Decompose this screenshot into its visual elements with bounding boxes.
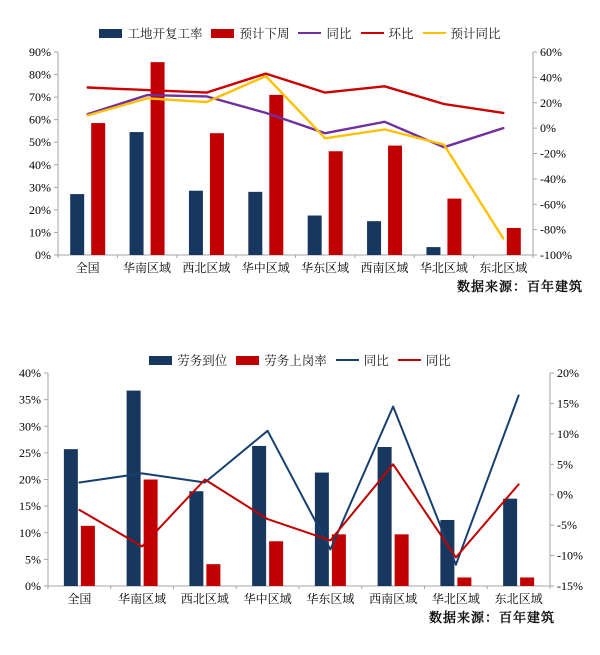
left-axis-tick-label: 30% (19, 419, 41, 434)
category-label: 东北区域 (479, 261, 528, 275)
right-axis-tick-label: 60% (540, 45, 562, 59)
left-axis-tick-label: 60% (29, 112, 51, 127)
bar-series-0 (64, 391, 517, 586)
category-label: 西南区域 (360, 261, 409, 275)
bar (70, 194, 84, 255)
right-axis-tick-label: 20% (557, 366, 579, 380)
left-axis-tick-label: 20% (29, 202, 51, 217)
right-axis-tick-label: 0% (557, 487, 573, 502)
left-axis-tick-label: 15% (19, 499, 41, 514)
bar (308, 216, 322, 255)
bar (210, 133, 224, 255)
legend-label: 同比 (326, 27, 352, 41)
bar (520, 577, 534, 586)
bar (315, 473, 329, 586)
left-axis-tick-label: 20% (19, 472, 41, 487)
legend-label: 劳务到位 (177, 354, 228, 368)
legend-label: 预计下周 (239, 27, 290, 41)
bar (130, 132, 144, 255)
legend-label: 工地开复工率 (127, 27, 203, 41)
right-axis-tick-label: 15% (557, 396, 579, 411)
legend-label: 劳务上岗率 (264, 354, 327, 368)
bar (248, 192, 262, 255)
left-axis-tick-label: 40% (19, 366, 41, 380)
right-axis-tick-label: -80% (540, 222, 566, 237)
right-axis-tick-label: 10% (557, 426, 579, 441)
right-axis-tick-label: -40% (540, 171, 566, 186)
left-axis-tick-label: 5% (25, 552, 41, 567)
legend-label: 同比 (363, 354, 389, 368)
right-axis-tick-label: -20% (540, 146, 566, 161)
category-label: 全国 (67, 592, 92, 606)
bar (503, 499, 517, 586)
legend-label: 环比 (388, 27, 414, 41)
category-label: 华中区域 (243, 592, 292, 606)
left-axis-tick-label: 35% (19, 392, 41, 407)
bar (189, 491, 203, 586)
bar (189, 191, 203, 255)
right-axis-tick-label: -100% (540, 248, 572, 262)
left-axis-tick-label: 0% (35, 248, 51, 262)
bar (329, 151, 343, 255)
left-axis-tick-label: 0% (25, 579, 41, 593)
bar (269, 541, 283, 586)
left-axis-tick-label: 50% (29, 135, 51, 150)
left-axis-tick-label: 40% (29, 157, 51, 172)
category-label: 华南区域 (123, 261, 172, 275)
category-label: 西北区域 (180, 592, 229, 606)
bar (91, 123, 105, 255)
bar (457, 577, 471, 586)
left-axis-tick-label: 70% (29, 90, 51, 105)
category-label: 华东区域 (301, 261, 350, 275)
axes (44, 373, 554, 589)
bar (81, 526, 95, 586)
left-axis-tick-label: 10% (19, 525, 41, 540)
bar (426, 247, 440, 255)
left-axis-tick-label: 10% (29, 225, 51, 240)
bar (447, 199, 461, 255)
legend-label: 预计同比 (450, 27, 501, 41)
right-axis-tick-label: -15% (557, 579, 583, 593)
right-axis-tick-label: -60% (540, 197, 566, 212)
bar (388, 146, 402, 255)
left-axis-tick-label: 25% (19, 445, 41, 460)
right-axis-tick-label: 20% (540, 95, 562, 110)
category-label: 华南区域 (118, 592, 167, 606)
left-axis-tick-label: 90% (29, 45, 51, 59)
category-label: 西南区域 (369, 592, 418, 606)
bar (507, 228, 521, 255)
right-axis-tick-label: 5% (557, 457, 573, 472)
top-chart-svg (0, 0, 600, 320)
category-label: 华中区域 (241, 261, 290, 275)
right-axis-tick-label: 0% (540, 121, 556, 136)
category-label: 东北区域 (494, 592, 543, 606)
category-label: 华东区域 (306, 592, 355, 606)
right-axis-tick-label: -5% (557, 518, 577, 533)
right-axis-tick-label: -10% (557, 548, 583, 563)
left-axis-tick-label: 30% (29, 180, 51, 195)
bar (64, 449, 78, 586)
bar-series-0 (70, 132, 440, 255)
bar (127, 391, 141, 586)
bar (206, 564, 220, 586)
category-label: 华北区域 (431, 592, 480, 606)
line-series-2 (88, 76, 504, 238)
category-label: 西北区域 (182, 261, 231, 275)
right-axis-tick-label: 40% (540, 70, 562, 85)
source-note: 数据来源：百年建筑 (456, 279, 583, 294)
bar (395, 534, 409, 586)
left-axis-tick-label: 80% (29, 67, 51, 82)
source-note: 数据来源：百年建筑 (428, 610, 555, 625)
bar (367, 221, 381, 255)
category-label: 华北区域 (419, 261, 468, 275)
category-label: 全国 (75, 261, 100, 275)
legend-label: 同比 (425, 354, 451, 368)
